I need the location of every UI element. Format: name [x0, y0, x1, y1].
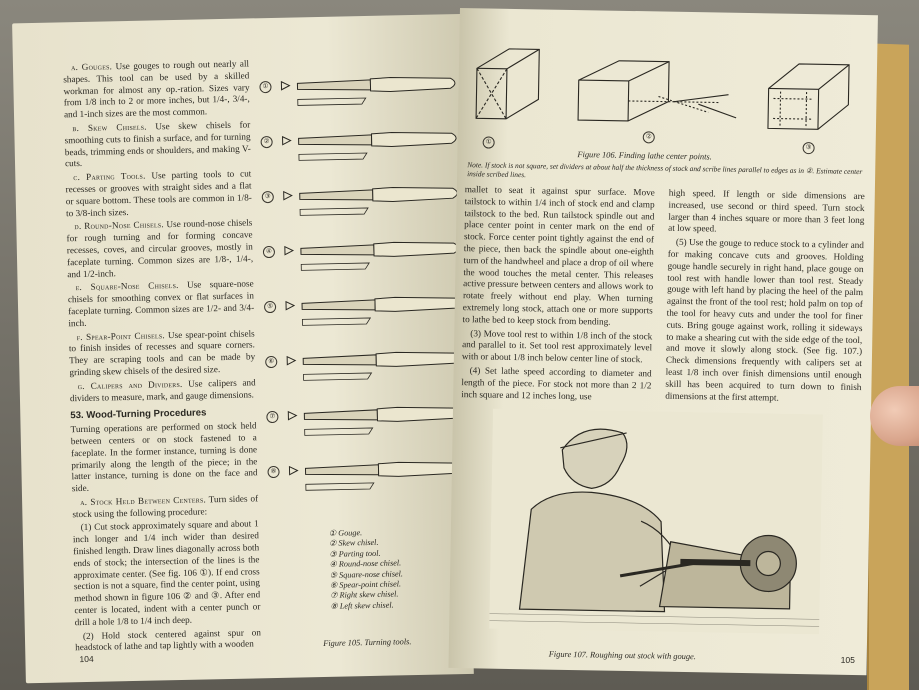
left-page — [12, 14, 474, 683]
stock-body: Turn sides of stock using the following procedure: — [72, 493, 259, 519]
tool-number: ④ — [263, 246, 275, 258]
step-3: (3) Move tool rest to within 1/8 inch of the stock and parallel to it. Set tool rest approximately level with or about 1/8 inch below center line of stock. — [461, 327, 653, 365]
step-2: (2) Hold stock centered against spur on headstock of lathe and tap lightly with a wooden — [75, 626, 262, 653]
figure-106-label: ② — [643, 131, 655, 143]
tool-drawing — [266, 404, 467, 434]
tool-number: ⑧ — [267, 466, 279, 478]
tool-paragraph — [68, 279, 255, 330]
figure-106-caption: Figure 106. Finding lathe center points. — [577, 150, 712, 162]
figure-105-caption: Figure 105. Turning tools. — [323, 637, 412, 649]
lathe-center-diagram — [468, 38, 878, 155]
legend-item: ③ Parting tool. — [329, 548, 381, 559]
tool-drawing — [262, 184, 463, 214]
tool-body: Use round-nose chisels for rough turning and for forming concave recesses, coves, and circular grooves, mostly in faceplate turning. Common sizes are 1/8-, 1/4-, and 1/2-inch. — [66, 217, 254, 279]
tool-paragraph — [66, 218, 253, 281]
right-page — [448, 8, 877, 675]
right-text-column-2 — [665, 188, 865, 408]
tool-paragraph — [63, 58, 250, 121]
tool-paragraph — [65, 169, 252, 220]
figure-107-illustration — [489, 409, 823, 635]
tool-drawing — [264, 294, 465, 324]
tool-body: Use square-nose chisels for smoothing convex or flat surfaces in faceplate turning. Common sizes are 1/2- and 3/4-inch. — [67, 278, 255, 329]
tool-outline — [283, 459, 473, 503]
step-1: (1) Cut stock approximately square and about 1 inch longer and 1/4 inch wider than desired finished length. Draw lines diagonally across both ends of stock; the intersection of the lines is the approximate center. (See fig. 106 ①). If end cross section is not a square, find the center point, using method shown in figure 106 ② and ③. After end center is located, indent with a center punch or drill a hole 1/8 to 1/4 inch deep. — [72, 518, 261, 628]
tool-label: d. Round-Nose Chisels. — [74, 219, 164, 232]
tool-body: Use gouges to rough out nearly all shapes. This tool can be used by a skilled workman for almost any op.-ration. Sizes vary from 1/8 inch to 2 or more inches, but 1/4-, 3/4-, and 1-inch sizes are the most common. — [63, 58, 250, 120]
turning-tools-figure — [259, 74, 468, 518]
tool-label: e. Square-Nose Chisels. — [75, 280, 179, 293]
tools-legend — [329, 527, 404, 612]
section-heading: 53. Wood-Turning Procedures — [70, 407, 207, 422]
page-number-left: 104 — [79, 653, 94, 665]
legend-item: ② Skew chisel. — [328, 538, 379, 549]
figure-106-label: ③ — [803, 142, 815, 154]
tool-number: ③ — [262, 191, 274, 203]
tool-number: ⑦ — [266, 411, 278, 423]
tool-drawing — [265, 349, 466, 379]
tool-label: c. Parting Tools. — [73, 170, 146, 183]
tool-label: g. Calipers and Dividers. — [77, 378, 183, 391]
tool-paragraph — [69, 328, 256, 379]
legend-item: ⑥ Spear-point chisel. — [329, 579, 402, 590]
figure-106-label: ① — [483, 136, 495, 148]
legend-item: ⑤ Square-nose chisel. — [329, 568, 404, 580]
page-number-right: 105 — [840, 654, 855, 665]
tool-outline — [275, 74, 466, 118]
tool-body: Use spear-point chisels to finish insides of recesses and square corners. They are scraping tools and can be made by grinding skew chisels of the desired size. — [68, 327, 256, 378]
tool-paragraph — [64, 119, 251, 170]
speed-paragraph: high speed. If length or side dimensions are increased, use second or third speed. Turn stock larger than 4 inches square or more than 3 feet long at low speed. — [668, 187, 865, 234]
stock-label: a. Stock Held Between Centers. — [80, 494, 207, 507]
tool-number: ② — [261, 136, 273, 148]
tool-drawing — [263, 239, 464, 269]
tool-body: Use parting tools to cut recesses or grooves with straight sides and a flat or square bottom. These tools are common in 1/8- to 3/8-inch sizes. — [65, 168, 252, 218]
tool-label: b. Skew Chisels. — [72, 121, 147, 134]
tool-body: Use skew chisels for smoothing cuts to finish a surface, and for turning beads, trimming ends or shoulders, and making V-cuts. — [64, 119, 251, 169]
figure-106-note: Note. If stock is not square, set dividers at about half the thickness of stock and scribe lines parallel to edges as in ②. Estimate center inside scribed lines. — [467, 160, 863, 180]
tool-number: ① — [259, 81, 271, 93]
left-text-column — [63, 58, 261, 656]
tool-outline — [281, 349, 472, 393]
continued-paragraph: mallet to seat it against spur surface. Move tailstock to within 1/4 inch of stock end and clamp tailstock to the bed. Run tailstock spindle out and place center point in center mark on the end of stock. Force center point tightly against the end of the piece, then back the spindle about one-eighth turn of the handwheel and place a drop of oil where the wood touches the metal center. This releases active pressure between centers and allows work to rotate freely without end play. When turning extremely long stock, attach one or more supports to lathe bed to keep stock from bending. — [462, 184, 655, 327]
tool-number: ⑥ — [265, 356, 277, 368]
tool-outline — [280, 294, 471, 338]
tool-drawing — [259, 74, 460, 104]
stock-paragraph — [72, 493, 258, 520]
tool-outline — [279, 239, 470, 283]
legend-item: ① Gouge. — [328, 528, 363, 538]
open-book — [12, 14, 907, 690]
tool-outline — [282, 404, 473, 448]
tool-drawing — [267, 459, 468, 489]
step-5: (5) Use the gouge to reduce stock to a cylinder and for making concave cuts and grooves. Holding gouge handle securely in right hand, place gouge on tool rest with handle lower than tool rest. Steady gouge with left hand by placing the heel of the palm against the front of the tool rest; hold palm on top of the tool for heavy cuts and under the tool for finer cuts. Bring gouge against work, rolling it sideways to make a shearing cut with the side edge of the tool, and move it slowly along stock. (See fig. 107.) Check dimensions frequently with calipers set at least 1/8 inch over finish dimensions until enough skill has been acquired to turn down to finish dimensions at the first attempt. — [665, 236, 865, 403]
tool-number: ⑤ — [264, 301, 276, 313]
tool-label: a. Gouges. — [70, 61, 113, 73]
tool-label: f. Spear-Point Chisels. — [76, 329, 165, 342]
right-text-column-1 — [461, 184, 655, 406]
legend-item: ⑧ Left skew chisel. — [330, 600, 394, 611]
tool-body: Use calipers and dividers to measure, mark, and gauge dimensions. — [69, 377, 256, 403]
step-4: (4) Set lathe speed according to diameter and length of the piece. For stock not more than 2 1/2 inch square and 12 inches long, use — [461, 365, 652, 401]
tool-outline — [278, 184, 469, 228]
lathe-worker-illustration — [489, 409, 823, 635]
figure-106-diagrams — [468, 38, 878, 155]
tool-outline — [276, 129, 467, 173]
figure-107-caption: Figure 107. Roughing out stock with gouge. — [548, 649, 696, 662]
legend-item: ⑦ Right skew chisel. — [330, 589, 399, 601]
tool-paragraph — [70, 377, 256, 404]
section-intro: Turning operations are performed on stock held between centers or on stock fastened to a faceplate. In the former instance, turning is done primarily along the length of the piece; in the latter instance, turning is done on the face and side. — [70, 420, 258, 494]
legend-item: ④ Round-nose chisel. — [329, 558, 402, 570]
tool-drawing — [260, 129, 461, 159]
